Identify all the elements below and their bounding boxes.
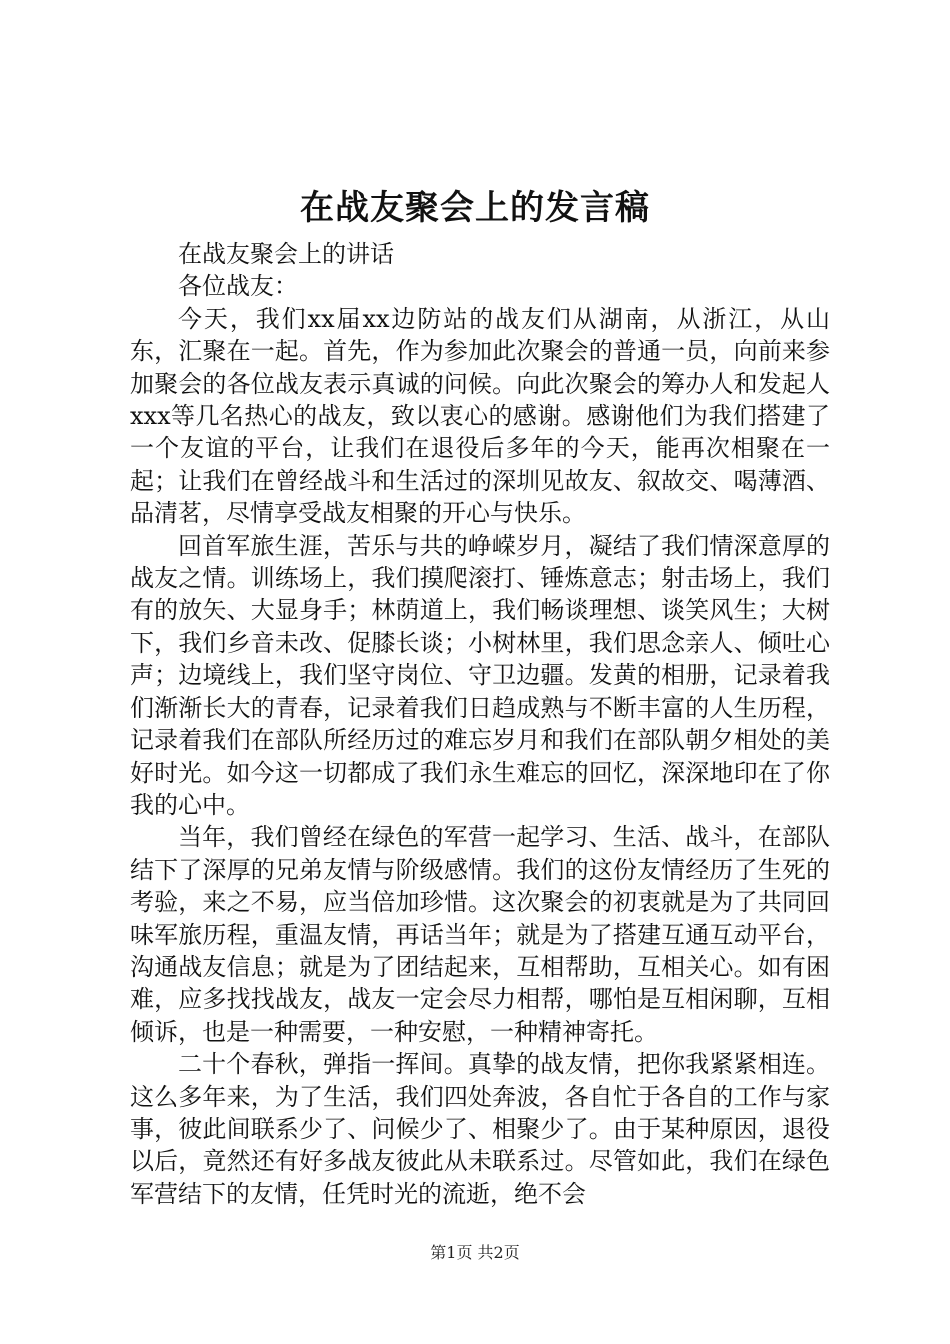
paragraph-subtitle: 在战友聚会上的讲话	[178, 240, 394, 268]
document-title: 在战友聚会上的发言稿	[300, 188, 650, 228]
paragraph-salutation: 各位战友：	[178, 272, 298, 301]
paragraph: 当年，我们曾经在绿色的军营一起学习、生活、战斗，在部队结下了深厚的兄弟友情与阶级感情。我们的这份友情经历了生死的考验，来之不易，应当倍加珍惜。这次聚会的初衷就是为了共同回味军旅历程，重温友情，再话当年；就是为了搭建互通互动平台，沟通战友信息；就是为了团结起来，互相帮助，互相关心。如有困难，应多找找战友，战友一定会尽力相帮，哪怕是互相闲聊，互相倾诉，也是一种需要，一种安慰，一种精神寄托。	[130, 823, 830, 1046]
page-indicator: 第1页 共2页	[430, 1243, 520, 1262]
paragraph: 今天，我们xx届xx边防站的战友们从湖南，从浙江，从山东，汇聚在一起。首先，作为参加此次聚会的普通一员，向前来参加聚会的各位战友表示真诚的问候。向此次聚会的筹办人和发起人xxx等几名热心的战友，致以衷心的感谢。感谢他们为我们搭建了一个友谊的平台，让我们在退役后多年的今天，能再次相聚在一起；让我们在曾经战斗和生活过的深圳见故友、叙故交、喝薄酒、品清茗，尽情享受战友相聚的开心与快乐。	[130, 304, 830, 528]
paragraph: 二十个春秋，弹指一挥间。真挚的战友情，把你我紧紧相连。这么多年来，为了生活，我们四处奔波，各自忙于各自的工作与家事，彼此间联系少了、问候少了、相聚少了。由于某种原因，退役以后，竟然还有好多战友彼此从未联系过。尽管如此，我们在绿色军营结下的友情，任凭时光的流逝，绝不会	[130, 1050, 830, 1208]
paragraph: 回首军旅生涯，苦乐与共的峥嵘岁月，凝结了我们情深意厚的战友之情。训练场上，我们摸爬滚打、锤炼意志；射击场上，我们有的放矢、大显身手；林荫道上，我们畅谈理想、谈笑风生；大树下，我们乡音未改、促膝长谈；小树林里，我们思念亲人、倾吐心声；边境线上，我们坚守岗位、守卫边疆。发黄的相册，记录着我们渐渐长大的青春，记录着我们日趋成熟与不断丰富的人生历程，记录着我们在部队所经历过的难忘岁月和我们在部队朝夕相处的美好时光。如今这一切都成了我们永生难忘的回忆，深深地印在了你我的心中。	[130, 531, 830, 819]
document-body	[130, 238, 830, 1210]
